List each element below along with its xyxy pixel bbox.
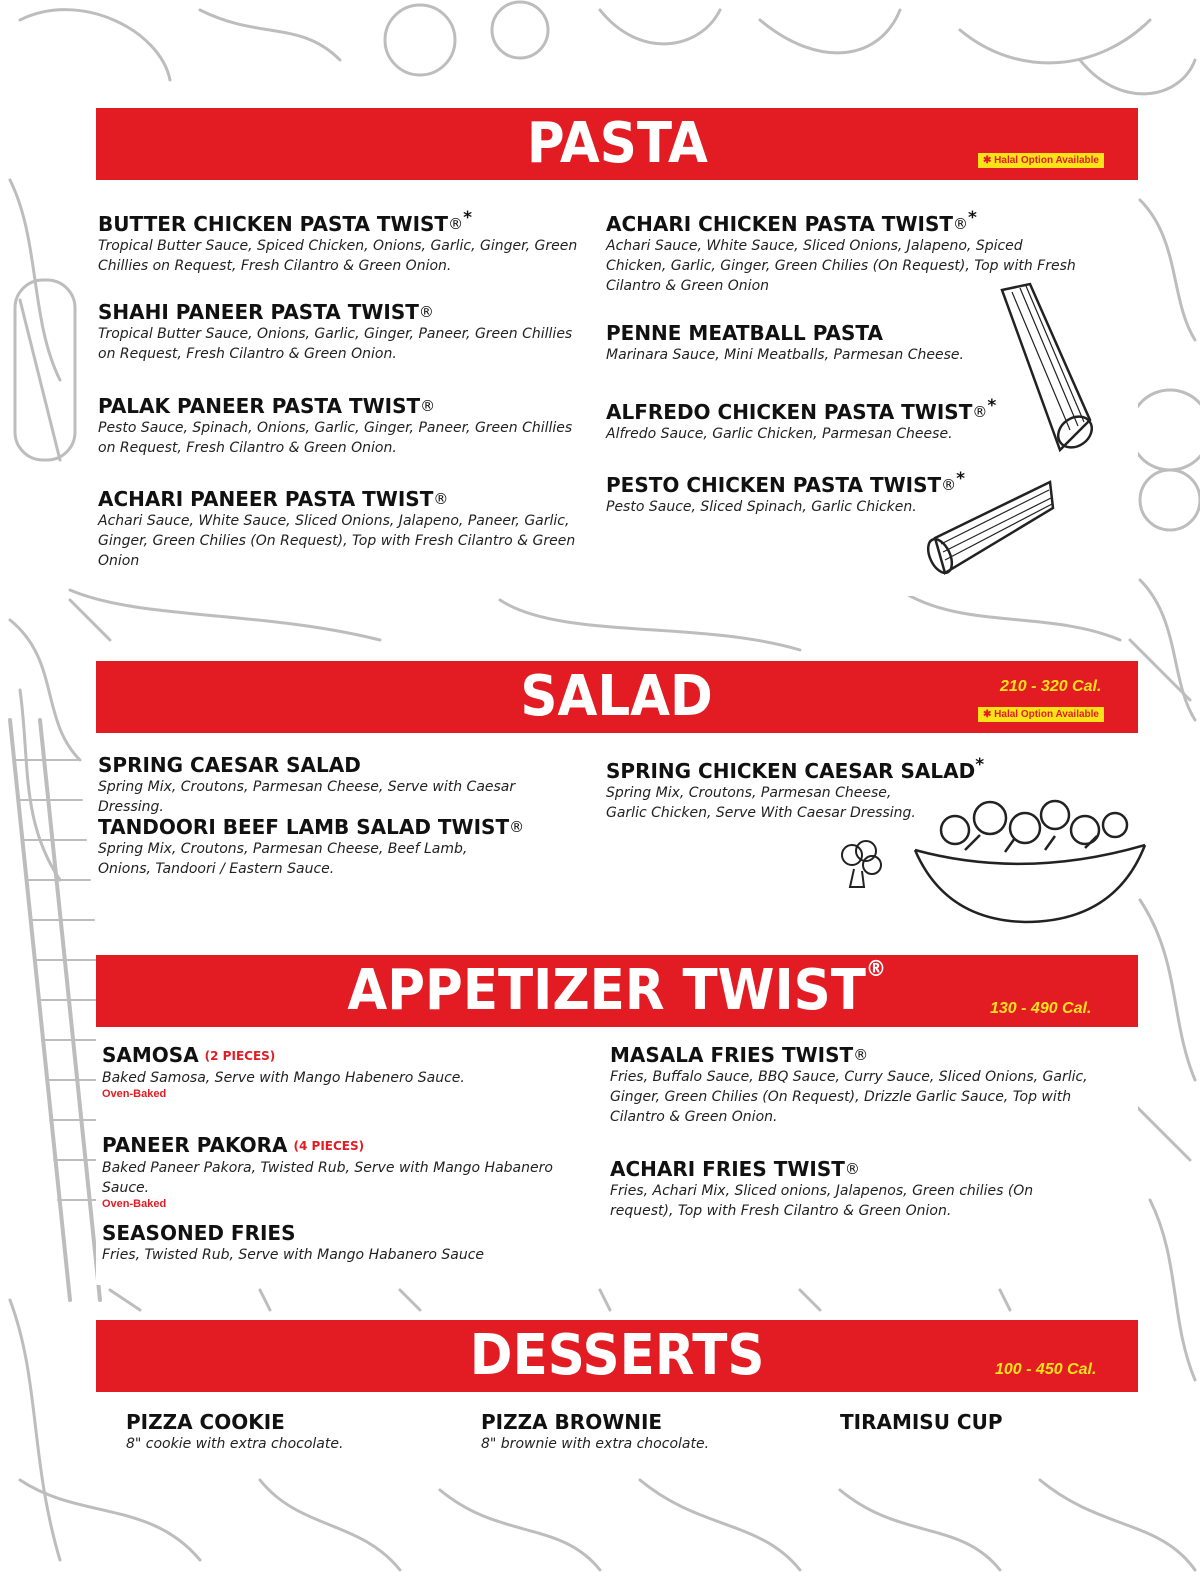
pasta-title: PASTA (526, 111, 708, 176)
salad-item: SPRING CAESAR SALAD Spring Mix, Croutons, Parmesan Cheese, Serve with Caesar Dressing. (98, 753, 516, 815)
broccoli-icon (832, 835, 892, 895)
desserts-banner (96, 1320, 1138, 1392)
appetizer-title: APPETIZER TWIST® (347, 957, 887, 1023)
salad-calories: 210 - 320 Cal. (1000, 678, 1102, 695)
appetizer-item: MASALA FRIES TWIST® Fries, Buffalo Sauce, BBQ Sauce, Curry Sauce, Sliced Onions, Garlic, Ginger, Green Chilies (On Request), Drizzle Garlic Sauce, Top with Cilantro & Green Onion. (610, 1043, 1088, 1125)
pasta-item: ACHARI CHICKEN PASTA TWIST®* Achari Sauce, White Sauce, Sliced Onions, Jalapeno, Spiced Chicken, Garlic, Ginger, Green Chilies (On Request), Top with Fresh Cilantro & Green Onion (606, 208, 1076, 294)
dessert-item: PIZZA COOKIE 8" cookie with extra chocolate. (126, 1410, 344, 1452)
salad-item: TANDOORI BEEF LAMB SALAD TWIST® Spring Mix, Croutons, Parmesan Cheese, Beef Lamb, Onions, Tandoori / Eastern Sauce. (98, 815, 525, 877)
dessert-item: PIZZA BROWNIE 8" brownie with extra chocolate. (481, 1410, 710, 1452)
appetizer-item: PANEER PAKORA (4 PIECES) Baked Paneer Pakora, Twisted Rub, Serve with Mango Habanero Sauce. Oven-Baked (102, 1133, 553, 1210)
pasta-item: ALFREDO CHICKEN PASTA TWIST®* Alfredo Sauce, Garlic Chicken, Parmesan Cheese. (606, 396, 997, 442)
pasta-item: BUTTER CHICKEN PASTA TWIST®* Tropical Butter Sauce, Spiced Chicken, Onions, Garlic, Ginger, Green Chillies on Request, Fresh Cilantro & Green Onion. (98, 208, 578, 274)
appetizer-item: SEASONED FRIES Fries, Twisted Rub, Serve with Mango Habanero Sauce (102, 1221, 485, 1263)
appetizer-item: SAMOSA (2 PIECES) Baked Samosa, Serve with Mango Habenero Sauce. Oven-Baked (102, 1043, 465, 1100)
pasta-item: ACHARI PANEER PASTA TWIST® Achari Sauce, White Sauce, Sliced Onions, Jalapeno, Paneer, Garlic, Ginger, Green Chilies (On Request), Top with Fresh Cilantro & Green Onion (98, 487, 576, 569)
salad-title: SALAD (520, 664, 714, 729)
desserts-calories: 100 - 450 Cal. (995, 1361, 1097, 1378)
salad-banner (96, 661, 1138, 733)
penne-pasta-icon (925, 478, 1060, 578)
appetizer-calories: 130 - 490 Cal. (990, 1000, 1092, 1017)
salad-item: SPRING CHICKEN CAESAR SALAD* Spring Mix, Croutons, Parmesan Cheese, Garlic Chicken, Serve With Caesar Dressing. (606, 755, 985, 821)
pasta-item: SHAHI PANEER PASTA TWIST® Tropical Butter Sauce, Onions, Garlic, Ginger, Paneer, Green Chillies on Request, Fresh Cilantro & Green Onion. (98, 300, 573, 362)
dessert-item: TIRAMISU CUP (840, 1410, 1003, 1434)
appetizer-banner (96, 955, 1138, 1027)
appetizer-item: ACHARI FRIES TWIST® Fries, Achari Mix, Sliced onions, Jalapenos, Green chilies (On request), Top with Fresh Cilantro & Green Onion. (610, 1157, 1034, 1219)
pasta-item: PESTO CHICKEN PASTA TWIST®* Pesto Sauce, Sliced Spinach, Garlic Chicken. (606, 469, 966, 515)
pasta-halal-badge: ✱ Halal Option Available (978, 153, 1104, 168)
pasta-item: PALAK PANEER PASTA TWIST® Pesto Sauce, Spinach, Onions, Garlic, Ginger, Paneer, Green Chillies on Request, Fresh Cilantro & Green Onion. (98, 394, 573, 456)
salad-halal-badge: ✱ Halal Option Available (978, 707, 1104, 722)
pasta-banner (96, 108, 1138, 180)
salad-bowl-icon (905, 790, 1155, 930)
desserts-title: DESSERTS (469, 1323, 765, 1388)
penne-pasta-icon (990, 280, 1100, 460)
pasta-item: PENNE MEATBALL PASTA Marinara Sauce, Mini Meatballs, Parmesan Cheese. (606, 321, 964, 363)
